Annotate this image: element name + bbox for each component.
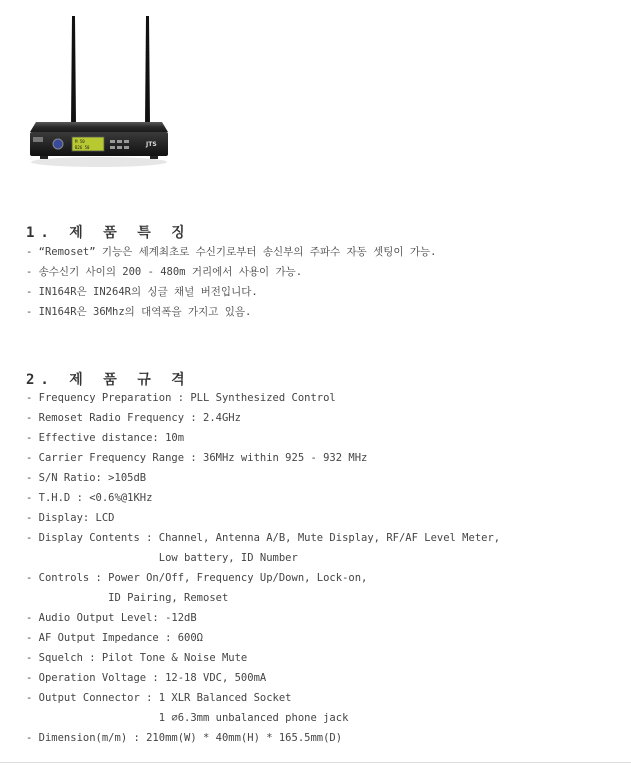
bottom-divider: [0, 762, 631, 763]
spec-item: - Operation Voltage : 12-18 VDC, 500mA: [26, 672, 267, 684]
features-list: [26, 242, 436, 322]
spec-item: - S/N Ratio: >105dB: [26, 472, 147, 484]
spec-item: Low battery, ID Number: [26, 552, 298, 564]
lcd-text-bottom: B26 50: [75, 145, 90, 150]
spec-item: - Squelch : Pilot Tone & Noise Mute: [26, 652, 248, 664]
spec-item: - Effective distance: 10m: [26, 432, 185, 444]
spec-item: - Frequency Preparation : PLL Synthesized Control: [26, 392, 336, 404]
spec-item: - Display Contents : Channel, Antenna A/B, Mute Display, RF/AF Level Meter,: [26, 532, 501, 544]
product-image: [26, 12, 172, 180]
feature-item: - “Remoset” 기능은 세계최초로 수신기로부터 송신부의 주파수 자동 셋팅이 가능.: [26, 246, 437, 258]
spec-item: - Audio Output Level: -12dB: [26, 612, 197, 624]
spec-item: - Display: LCD: [26, 512, 115, 524]
receiver-illustration: [26, 12, 172, 180]
spec-item: 1 ∅6.3mm unbalanced phone jack: [26, 712, 349, 724]
spec-item: - AF Output Impedance : 600Ω: [26, 632, 204, 644]
spec-item: - Dimension(m/m) : 210mm(W) * 40mm(H) * 165.5mm(D): [26, 732, 343, 744]
lcd-text-top: M 50: [75, 139, 85, 144]
logo-badge: [33, 137, 43, 142]
specs-title: 2. 제 품 규 격: [26, 372, 191, 388]
brand-logo: JTS: [146, 141, 157, 148]
features-title: 1. 제 품 특 징: [26, 225, 191, 241]
spec-item: - Carrier Frequency Range : 36MHz within 925 - 932 MHz: [26, 452, 368, 464]
antenna-left: [71, 16, 76, 124]
knob-icon: [53, 139, 63, 149]
spec-item: - Output Connector : 1 XLR Balanced Socket: [26, 692, 292, 704]
feature-item: - IN164R은 IN264R의 싱글 채널 버전입니다.: [26, 286, 258, 298]
spec-item: - T.H.D : <0.6%@1KHz: [26, 492, 153, 504]
spec-item: - Controls : Power On/Off, Frequency Up/Down, Lock-on,: [26, 572, 368, 584]
feature-item: - IN164R은 36Mhz의 대역폭을 가지고 있음.: [26, 306, 252, 318]
specs-list: [26, 388, 500, 748]
spec-item: - Remoset Radio Frequency : 2.4GHz: [26, 412, 241, 424]
spec-item: ID Pairing, Remoset: [26, 592, 229, 604]
feature-item: - 송수신기 사이의 200 - 480m 거리에서 사용이 가능.: [26, 266, 303, 278]
antenna-right: [145, 16, 150, 124]
